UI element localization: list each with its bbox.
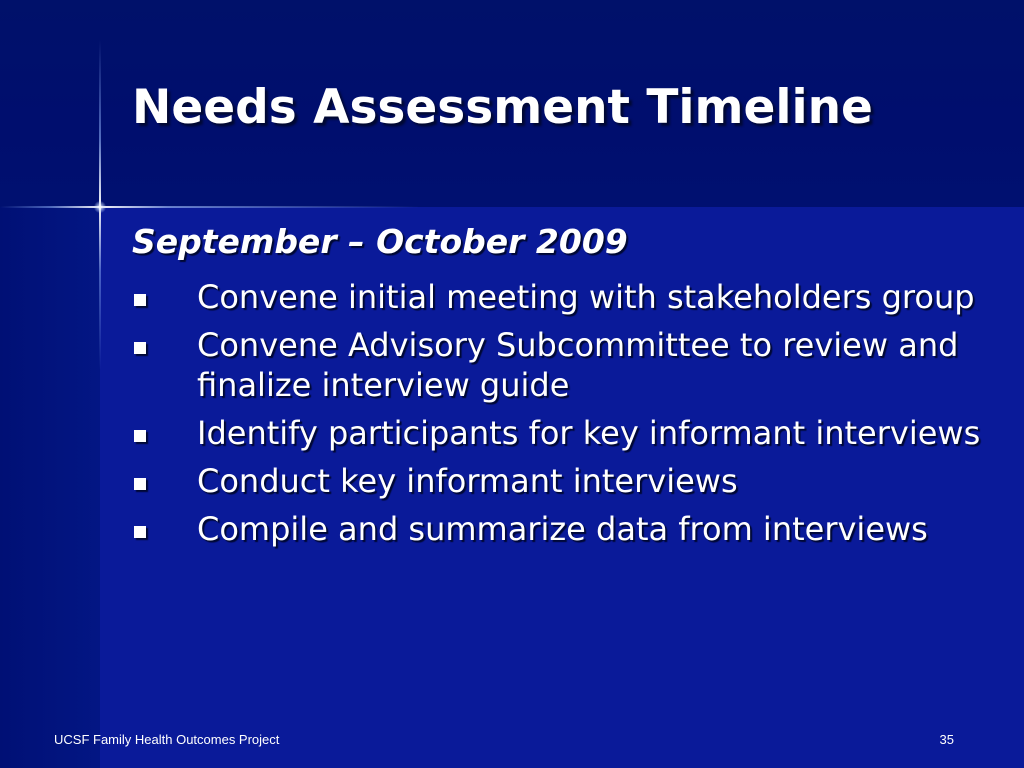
- square-bullet-icon: [134, 430, 146, 442]
- bullet-item: [132, 461, 982, 501]
- bullet-text: Convene Advisory Subcommittee to review and finalize interview guide: [197, 326, 959, 404]
- bullet-list: [132, 277, 982, 557]
- bullet-item: [132, 413, 982, 453]
- bullet-item: [132, 509, 982, 549]
- page-number: 35: [939, 732, 954, 747]
- square-bullet-icon: [134, 478, 146, 490]
- bullet-text: Convene initial meeting with stakeholders group: [197, 278, 975, 316]
- bullet-text: Identify participants for key informant interviews: [197, 414, 981, 452]
- sparkle-icon: [94, 201, 106, 213]
- square-bullet-icon: [134, 526, 146, 538]
- section-heading: September – October 2009: [132, 222, 628, 261]
- bullet-item: [132, 277, 982, 317]
- bullet-item: [132, 325, 982, 405]
- bullet-text: Conduct key informant interviews: [197, 462, 738, 500]
- square-bullet-icon: [134, 342, 146, 354]
- square-bullet-icon: [134, 294, 146, 306]
- slide-title: Needs Assessment Timeline: [132, 80, 873, 135]
- footer-organization: UCSF Family Health Outcomes Project: [54, 732, 280, 747]
- left-column-band: [0, 207, 100, 768]
- sparkle-horizontal-line: [0, 206, 420, 208]
- bullet-text: Compile and summarize data from interviews: [197, 510, 928, 548]
